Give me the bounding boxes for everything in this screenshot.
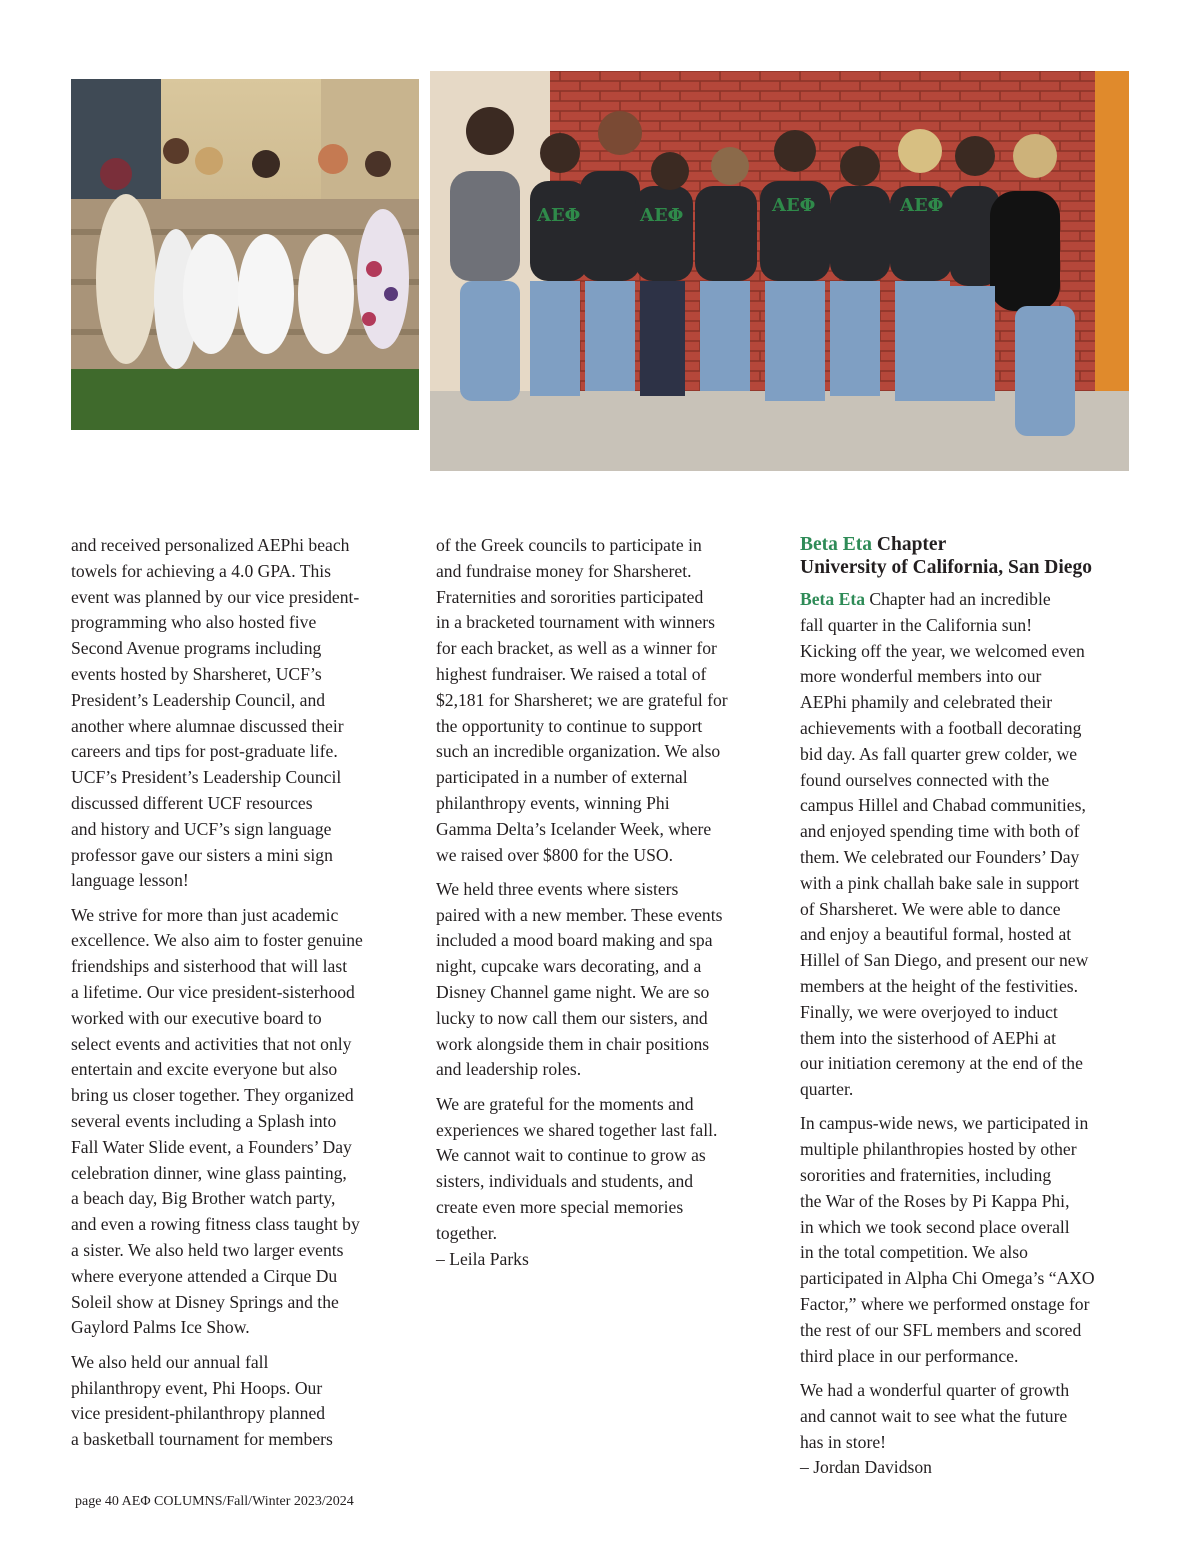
text-line: and enjoy a beautiful formal, hosted at [800, 924, 1072, 945]
text-line: sisters, individuals and students, and [436, 1171, 694, 1192]
col3-paragraph-1 [800, 587, 1132, 1103]
text-line: We strive for more than just academic [71, 904, 339, 925]
column-3 [800, 533, 1132, 1490]
photo-ucf-sisters-image [71, 79, 419, 430]
text-line: philanthropy events, winning Phi [436, 792, 670, 813]
text-line: more wonderful members into our [800, 666, 1042, 687]
text-line: paired with a new member. These events [436, 904, 723, 925]
text-line: friendships and sisterhood that will last [71, 956, 348, 977]
text-line: a sister. We also held two larger events [71, 1240, 344, 1261]
text-line: in which we took second place overall [800, 1216, 1070, 1237]
text-line: and cannot wait to see what the future [800, 1405, 1068, 1426]
text-line: We had a wonderful quarter of growth [800, 1379, 1070, 1400]
text-line: where everyone attended a Cirque Du [71, 1265, 338, 1286]
text-line: UCF’s President’s Leadership Council [71, 767, 342, 788]
text-line: Disney Channel game night. We are so [436, 982, 710, 1003]
text-line: participated in a number of external [436, 767, 688, 788]
text-line: events hosted by Sharsheret, UCF’s [71, 663, 322, 684]
text-line: together. [436, 1222, 498, 1243]
text-line: towels for achieving a 4.0 GPA. This [71, 560, 331, 581]
text-line: with a pink challah bake sale in support [800, 872, 1079, 893]
text-line: Factor,” where we performed onstage for [800, 1294, 1090, 1315]
text-line: celebration dinner, wine glass painting, [71, 1162, 347, 1183]
text-line: in the total competition. We also [800, 1242, 1028, 1263]
text-line: entertain and excite everyone but also [71, 1059, 338, 1080]
text-line: quarter. [800, 1079, 854, 1100]
text-line: Second Avenue programs including [71, 638, 322, 659]
text-line: them into the sisterhood of AEPhi at [800, 1027, 1057, 1048]
text-line: fall quarter in the California sun! [800, 614, 1033, 635]
text-line: AEPhi phamily and celebrated their [800, 692, 1053, 713]
text-line: has in store! [800, 1431, 886, 1452]
column-1 [71, 533, 401, 1461]
text-line: Kicking off the year, we welcomed even [800, 640, 1085, 661]
text-line: vice president-philanthropy planned [71, 1403, 326, 1424]
text-line: Finally, we were overjoyed to induct [800, 1001, 1058, 1022]
text-line: philanthropy event, Phi Hoops. Our [71, 1377, 323, 1398]
text-line: Fraternities and sororities participated [436, 586, 704, 607]
text-line: multiple philanthropies hosted by other [800, 1139, 1077, 1160]
text-line: the opportunity to continue to support [436, 715, 703, 736]
text-line: and received personalized AEPhi beach [71, 535, 350, 555]
text-line: highest fundraiser. We raised a total of [436, 663, 707, 684]
col2-paragraph-3 [436, 1092, 766, 1273]
text-line: and leadership roles. [436, 1059, 582, 1080]
svg-text:ΑΕΦ: ΑΕΦ [537, 205, 581, 226]
text-line: President’s Leadership Council, and [71, 689, 326, 710]
text-line: professor gave our sisters a mini sign [71, 844, 333, 865]
text-line: We cannot wait to continue to grow as [436, 1145, 706, 1166]
svg-text:ΑΕΦ: ΑΕΦ [772, 195, 816, 216]
col3-paragraph-3 [800, 1378, 1132, 1481]
text-line: sororities and fraternities, including [800, 1165, 1052, 1186]
text-line: discussed different UCF resources [71, 792, 313, 813]
text-line: our initiation ceremony at the end of the [800, 1053, 1083, 1074]
text-line: and fundraise money for Sharsheret. [436, 560, 692, 581]
photo-ucsd-sisters-image [430, 71, 1129, 471]
author-signature: – Jordan Davidson [800, 1457, 932, 1478]
text-line: in a bracketed tournament with winners [436, 612, 715, 633]
text-line: of the Greek councils to participate in [436, 535, 702, 555]
text-line: included a mood board making and spa [436, 930, 713, 951]
text-line: members at the height of the festivities. [800, 975, 1079, 996]
text-line: excellence. We also aim to foster genuine [71, 930, 363, 951]
text-line: another where alumnae discussed their [71, 715, 344, 736]
chapter-suffix: Chapter [872, 534, 947, 555]
text-line: a lifetime. Our vice president-sisterhood [71, 982, 355, 1003]
text-line: the War of the Roses by Pi Kappa Phi, [800, 1190, 1070, 1211]
text-line: In campus-wide news, we participated in [800, 1113, 1089, 1134]
col1-paragraph-2 [71, 903, 401, 1342]
text-line: We are grateful for the moments and [436, 1093, 694, 1114]
text-line: and history and UCF’s sign language [71, 818, 332, 839]
text-line: for each bracket, as well as a winner for [436, 638, 717, 659]
university-name: University of California, San Diego [800, 557, 1092, 578]
photo-ucf-sisters [71, 79, 419, 430]
text-line: worked with our executive board to [71, 1007, 322, 1028]
text-line: and even a rowing fitness class taught by [71, 1214, 360, 1235]
column-2 [436, 533, 766, 1281]
text-line: We held three events where sisters [436, 878, 679, 899]
text-line: bid day. As fall quarter grew colder, we [800, 743, 1078, 764]
text-line: bring us closer together. They organized [71, 1085, 354, 1106]
text-line: Hillel of San Diego, and present our new [800, 950, 1089, 971]
text-line: night, cupcake wars decorating, and a [436, 956, 702, 977]
text-line: Gaylord Palms Ice Show. [71, 1317, 250, 1338]
text-line: a beach day, Big Brother watch party, [71, 1188, 336, 1209]
text-line: experiences we shared together last fall. [436, 1119, 718, 1140]
text-line: create even more special memories [436, 1196, 684, 1217]
text-line: language lesson! [71, 870, 189, 891]
text-line: third place in our performance. [800, 1345, 1019, 1366]
text-line: of Sharsheret. We were able to dance [800, 898, 1061, 919]
text-line: several events including a Splash into [71, 1111, 337, 1132]
text-line: found ourselves connected with the [800, 769, 1050, 790]
text-line: careers and tips for post-graduate life. [71, 741, 338, 762]
text-line: $2,181 for Sharsheret; we are grateful for [436, 689, 728, 710]
col3-paragraph-2 [800, 1111, 1132, 1369]
text-line: Fall Water Slide event, a Founders’ Day [71, 1136, 352, 1157]
col1-paragraph-1 [71, 533, 401, 894]
text-line: programming who also hosted five [71, 612, 317, 633]
text-line: Soleil show at Disney Springs and the [71, 1291, 339, 1312]
text-line: event was planned by our vice president- [71, 586, 360, 607]
author-signature: – Leila Parks [436, 1248, 529, 1269]
text-line: Gamma Delta’s Icelander Week, where [436, 818, 712, 839]
text-line: and enjoyed spending time with both of [800, 821, 1080, 842]
text-line: work alongside them in chair positions [436, 1033, 710, 1054]
text-line: select events and activities that not only [71, 1033, 352, 1054]
text-line: lucky to now call them our sisters, and [436, 1007, 708, 1028]
text-line: Chapter had an incredible [865, 589, 1051, 609]
col2-paragraph-1 [436, 533, 766, 868]
svg-text:ΑΕΦ: ΑΕΦ [640, 205, 684, 226]
chapter-name-inline: Beta Eta [800, 589, 865, 609]
chapter-name: Beta Eta [800, 534, 873, 555]
text-line: We also held our annual fall [71, 1351, 269, 1372]
text-line: the rest of our SFL members and scored [800, 1319, 1082, 1340]
col2-paragraph-2 [436, 877, 766, 1083]
text-line: a basketball tournament for members [71, 1429, 333, 1450]
text-line: campus Hillel and Chabad communities, [800, 795, 1086, 816]
text-line: participated in Alpha Chi Omega’s “AXO [800, 1268, 1095, 1289]
col1-paragraph-3 [71, 1350, 401, 1453]
svg-text:ΑΕΦ: ΑΕΦ [900, 195, 944, 216]
page-footer: page 40 AEΦ COLUMNS/Fall/Winter 2023/2024 [75, 1494, 354, 1509]
text-line: achievements with a football decorating [800, 717, 1082, 738]
text-line: such an incredible organization. We also [436, 741, 721, 762]
text-line: we raised over $800 for the USO. [436, 844, 673, 865]
chapter-heading [800, 533, 1132, 579]
text-line: them. We celebrated our Founders’ Day [800, 846, 1080, 867]
photo-ucsd-sisters [430, 71, 1129, 471]
